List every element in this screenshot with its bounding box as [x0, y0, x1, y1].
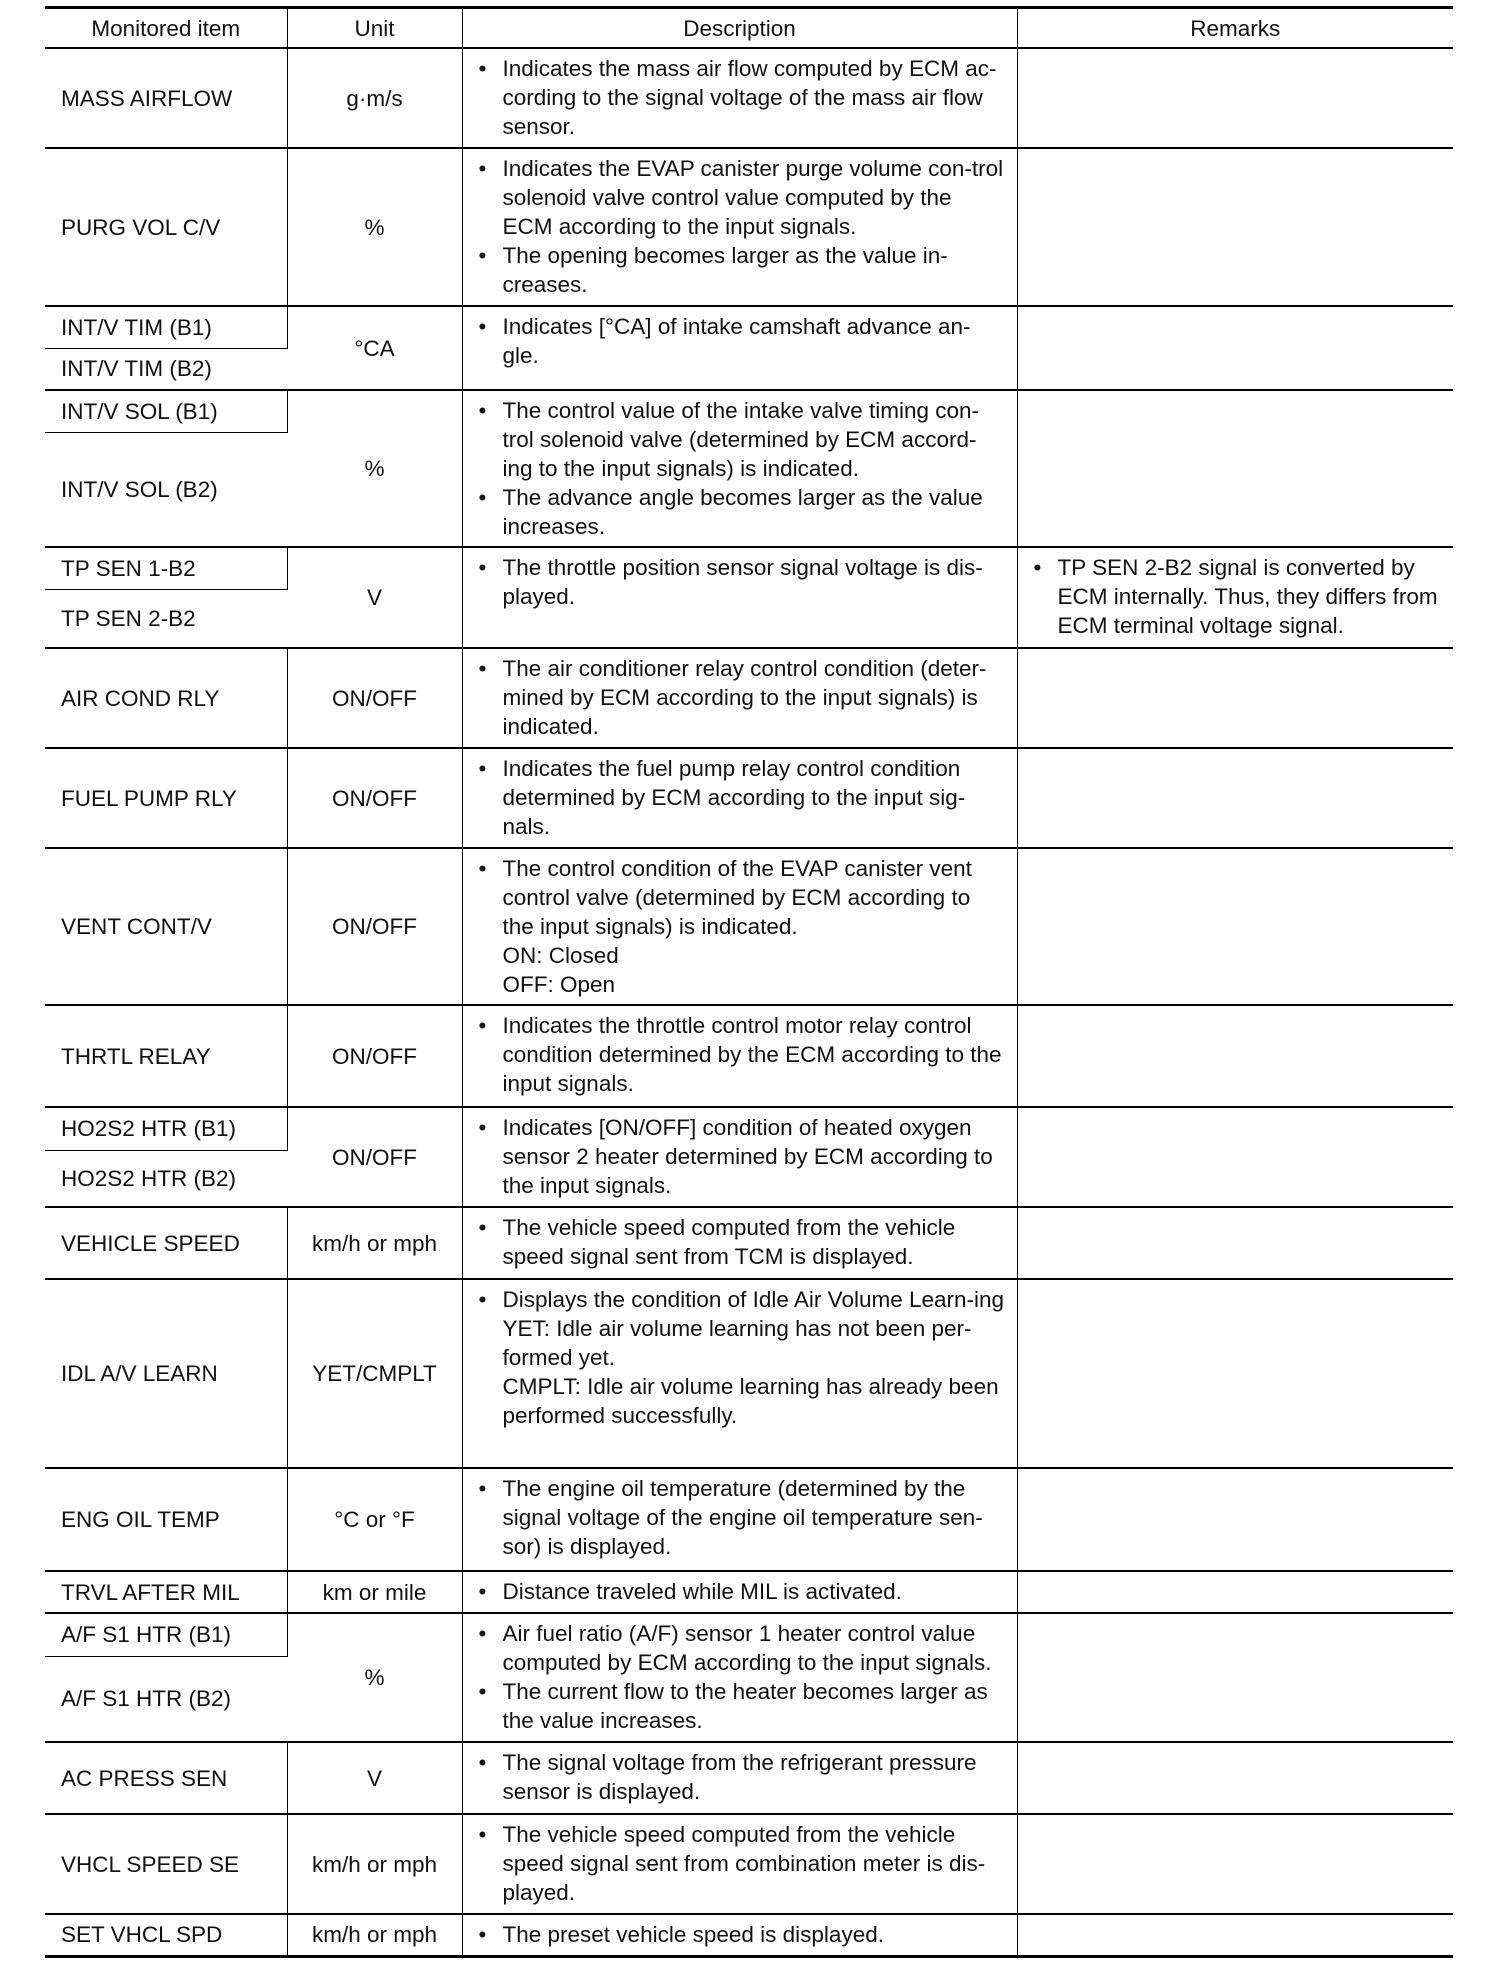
description-list	[479, 1577, 1005, 1606]
table-row	[45, 1613, 1453, 1656]
description-list	[479, 54, 1005, 141]
description-text: • The current flow to the heater becomes larger as the value increases.	[502, 1679, 988, 1733]
unit-cell: km/h or mph	[287, 1207, 462, 1279]
table-row	[45, 748, 1453, 848]
table-row	[45, 1207, 1453, 1279]
description-text: • The advance angle becomes larger as the value increases.	[502, 485, 983, 539]
unit-cell: °C or °F	[287, 1468, 462, 1571]
monitored-item-cell: PURG VOL C/V	[45, 148, 287, 306]
description-bullet	[479, 396, 1005, 483]
monitored-item-cell: THRTL RELAY	[45, 1005, 287, 1107]
description-bullet	[479, 854, 1005, 999]
description-cell	[462, 1571, 1017, 1613]
unit-cell: V	[287, 1742, 462, 1814]
monitored-item-cell: INT/V SOL (B1)	[45, 390, 287, 432]
unit-cell: ON/OFF	[287, 848, 462, 1005]
description-text: • Distance traveled while MIL is activated.	[502, 1579, 902, 1604]
description-cell	[462, 48, 1017, 148]
description-bullet	[479, 483, 1005, 541]
monitored-item-cell: FUEL PUMP RLY	[45, 748, 287, 848]
remarks-cell	[1017, 748, 1453, 848]
table-body	[45, 48, 1453, 1956]
monitored-item-cell: MASS AIRFLOW	[45, 48, 287, 148]
remarks-cell	[1017, 48, 1453, 148]
table-row	[45, 306, 1453, 348]
description-bullet	[479, 154, 1005, 241]
description-bullet	[479, 54, 1005, 141]
table-row	[45, 1814, 1453, 1914]
unit-cell: km/h or mph	[287, 1914, 462, 1956]
description-text: • The opening becomes larger as the value in-creases.	[502, 243, 948, 297]
description-bullet	[479, 241, 1005, 299]
description-text: • The engine oil temperature (determined by the signal voltage of the engine oil temperature sen-sor) is displayed.	[502, 1476, 983, 1559]
description-text: • Air fuel ratio (A/F) sensor 1 heater control value computed by ECM according to the input signals.	[502, 1621, 992, 1675]
table-row	[45, 848, 1453, 1005]
table-row	[45, 547, 1453, 589]
monitored-item-cell: TRVL AFTER MIL	[45, 1571, 287, 1613]
description-list	[479, 1011, 1005, 1098]
monitored-item-cell: IDL A/V LEARN	[45, 1279, 287, 1468]
header-description: Description	[462, 8, 1017, 49]
description-text: • The control condition of the EVAP canister vent control valve (determined by ECM according to the input signals) is indicated.	[502, 856, 972, 939]
remarks-cell	[1017, 848, 1453, 1005]
monitored-item-cell: SET VHCL SPD	[45, 1914, 287, 1956]
unit-cell: %	[287, 390, 462, 547]
monitored-item-cell: VHCL SPEED SE	[45, 1814, 287, 1914]
description-cell	[462, 1279, 1017, 1468]
description-bullet	[479, 553, 1005, 611]
monitored-item-cell: INT/V TIM (B1)	[45, 306, 287, 348]
description-bullet	[479, 1474, 1005, 1561]
description-text: • The vehicle speed computed from the vehicle speed signal sent from combination meter is dis-played.	[502, 1822, 986, 1905]
monitored-item-cell: VEHICLE SPEED	[45, 1207, 287, 1279]
description-list	[479, 396, 1005, 541]
unit-cell: %	[287, 1613, 462, 1742]
description-text: • Indicates [ON/OFF] condition of heated oxygen sensor 2 heater determined by ECM according to the input signals.	[502, 1115, 993, 1198]
unit-cell: %	[287, 148, 462, 306]
description-text: • Indicates [°CA] of intake camshaft advance an-gle.	[502, 314, 971, 368]
description-cell	[462, 1613, 1017, 1742]
description-list	[479, 1619, 1005, 1735]
remarks-cell	[1017, 547, 1453, 648]
table-row	[45, 1468, 1453, 1571]
monitored-item-cell: A/F S1 HTR (B1)	[45, 1613, 287, 1656]
description-list	[479, 1474, 1005, 1561]
remarks-cell	[1017, 1279, 1453, 1468]
header-remarks: Remarks	[1017, 8, 1453, 49]
table-row	[45, 1914, 1453, 1956]
header-monitored-item: Monitored item	[45, 8, 287, 49]
description-bullet	[479, 1213, 1005, 1271]
remarks-cell	[1017, 1613, 1453, 1742]
description-cell	[462, 1005, 1017, 1107]
unit-cell: ON/OFF	[287, 748, 462, 848]
description-cell	[462, 148, 1017, 306]
remarks-cell	[1017, 648, 1453, 748]
remarks-cell	[1017, 1742, 1453, 1814]
description-cell	[462, 648, 1017, 748]
monitored-item-cell: TP SEN 2-B2	[45, 589, 287, 648]
unit-cell: V	[287, 547, 462, 648]
unit-cell: ON/OFF	[287, 1107, 462, 1207]
unit-cell: YET/CMPLT	[287, 1279, 462, 1468]
description-cell	[462, 390, 1017, 547]
monitored-item-cell: HO2S2 HTR (B1)	[45, 1107, 287, 1150]
description-bullet	[479, 654, 1005, 741]
description-cell	[462, 1742, 1017, 1814]
unit-cell: ON/OFF	[287, 1005, 462, 1107]
monitored-item-cell: AIR COND RLY	[45, 648, 287, 748]
description-bullet	[479, 1285, 1005, 1430]
description-list	[479, 654, 1005, 741]
description-cell	[462, 848, 1017, 1005]
monitored-item-cell: TP SEN 1-B2	[45, 547, 287, 589]
description-cell	[462, 306, 1017, 390]
description-list	[479, 1920, 1005, 1949]
unit-cell: km/h or mph	[287, 1814, 462, 1914]
description-detail-text: CMPLT: Idle air volume learning has already been performed successfully.	[502, 1374, 999, 1428]
monitored-item-cell: A/F S1 HTR (B2)	[45, 1656, 287, 1742]
monitored-item-cell: ENG OIL TEMP	[45, 1468, 287, 1571]
description-cell	[462, 1207, 1017, 1279]
description-text: • Indicates the mass air flow computed by ECM ac-cording to the signal voltage of the mass air flow sensor.	[502, 56, 997, 139]
remarks-bullet: • TP SEN 2-B2 signal is converted by ECM internally. Thus, they differs from ECM terminal voltage signal.	[1034, 553, 1442, 640]
table-row	[45, 48, 1453, 148]
monitor-item-document	[45, 6, 1453, 1958]
table-row	[45, 1742, 1453, 1814]
description-bullet	[479, 1113, 1005, 1200]
description-bullet	[479, 1677, 1005, 1735]
remarks-list	[1034, 553, 1442, 640]
description-detail-text: YET: Idle air volume learning has not been per-formed yet.	[502, 1316, 972, 1370]
description-text: • The signal voltage from the refrigerant pressure sensor is displayed.	[502, 1750, 977, 1804]
remarks-cell	[1017, 390, 1453, 547]
table-row	[45, 648, 1453, 748]
table-row	[45, 1107, 1453, 1150]
description-list	[479, 754, 1005, 841]
monitored-item-cell: HO2S2 HTR (B2)	[45, 1150, 287, 1207]
description-bullet	[479, 1748, 1005, 1806]
description-text: • The throttle position sensor signal voltage is dis-played.	[502, 555, 983, 609]
description-list	[479, 1113, 1005, 1200]
unit-cell: ON/OFF	[287, 648, 462, 748]
description-text: • Indicates the EVAP canister purge volume con-trol solenoid valve control value computed by the ECM according to the input signals.	[502, 156, 1004, 239]
remarks-cell	[1017, 1468, 1453, 1571]
remarks-cell	[1017, 1914, 1453, 1956]
description-text: • The control value of the intake valve timing con-trol solenoid valve (determined by ECM accord-ing to the input signals) is indicated.	[502, 398, 979, 481]
unit-cell: °CA	[287, 306, 462, 390]
monitored-item-cell: INT/V SOL (B2)	[45, 432, 287, 547]
table-row	[45, 148, 1453, 306]
table-header-row	[45, 8, 1453, 49]
header-unit: Unit	[287, 8, 462, 49]
remarks-cell	[1017, 1814, 1453, 1914]
description-bullet	[479, 1820, 1005, 1907]
remarks-cell	[1017, 1571, 1453, 1613]
description-bullet	[479, 1619, 1005, 1677]
monitored-item-cell: AC PRESS SEN	[45, 1742, 287, 1814]
description-detail-text: ON: Closed	[502, 943, 619, 968]
description-text: • Displays the condition of Idle Air Volume Learn-ing	[502, 1287, 1005, 1312]
description-cell	[462, 1914, 1017, 1956]
description-bullet	[479, 312, 1005, 370]
table-row	[45, 1571, 1453, 1613]
description-text: • The vehicle speed computed from the vehicle speed signal sent from TCM is displayed.	[502, 1215, 956, 1269]
description-bullet	[479, 1920, 1005, 1949]
unit-cell: g·m/s	[287, 48, 462, 148]
description-cell	[462, 1468, 1017, 1571]
description-cell	[462, 1814, 1017, 1914]
description-bullet	[479, 1577, 1005, 1606]
description-text: • Indicates the throttle control motor relay control condition determined by the ECM according to the input signals.	[502, 1013, 1002, 1096]
table-row	[45, 390, 1453, 432]
monitored-item-cell: VENT CONT/V	[45, 848, 287, 1005]
description-list	[479, 312, 1005, 370]
remarks-cell	[1017, 1207, 1453, 1279]
description-bullet	[479, 1011, 1005, 1098]
description-list	[479, 553, 1005, 611]
table-row	[45, 1279, 1453, 1468]
description-list	[479, 1748, 1005, 1806]
remarks-cell	[1017, 306, 1453, 390]
description-text: • The air conditioner relay control condition (deter-mined by ECM according to the input signals) is indicated.	[502, 656, 987, 739]
description-detail-text: OFF: Open	[502, 972, 616, 997]
description-list	[479, 1820, 1005, 1907]
unit-cell: km or mile	[287, 1571, 462, 1613]
monitor-item-table	[45, 6, 1453, 1958]
table-row	[45, 1005, 1453, 1107]
description-list	[479, 154, 1005, 299]
monitored-item-cell: INT/V TIM (B2)	[45, 348, 287, 390]
description-list	[479, 1285, 1005, 1430]
description-list	[479, 854, 1005, 999]
remarks-cell	[1017, 1107, 1453, 1207]
description-cell	[462, 748, 1017, 848]
description-text: • The preset vehicle speed is displayed.	[502, 1922, 884, 1947]
description-bullet	[479, 754, 1005, 841]
remarks-cell	[1017, 1005, 1453, 1107]
description-text: • Indicates the fuel pump relay control condition determined by ECM according to the input sig-nals.	[502, 756, 966, 839]
description-list	[479, 1213, 1005, 1271]
remarks-cell	[1017, 148, 1453, 306]
description-cell	[462, 1107, 1017, 1207]
description-cell	[462, 547, 1017, 648]
